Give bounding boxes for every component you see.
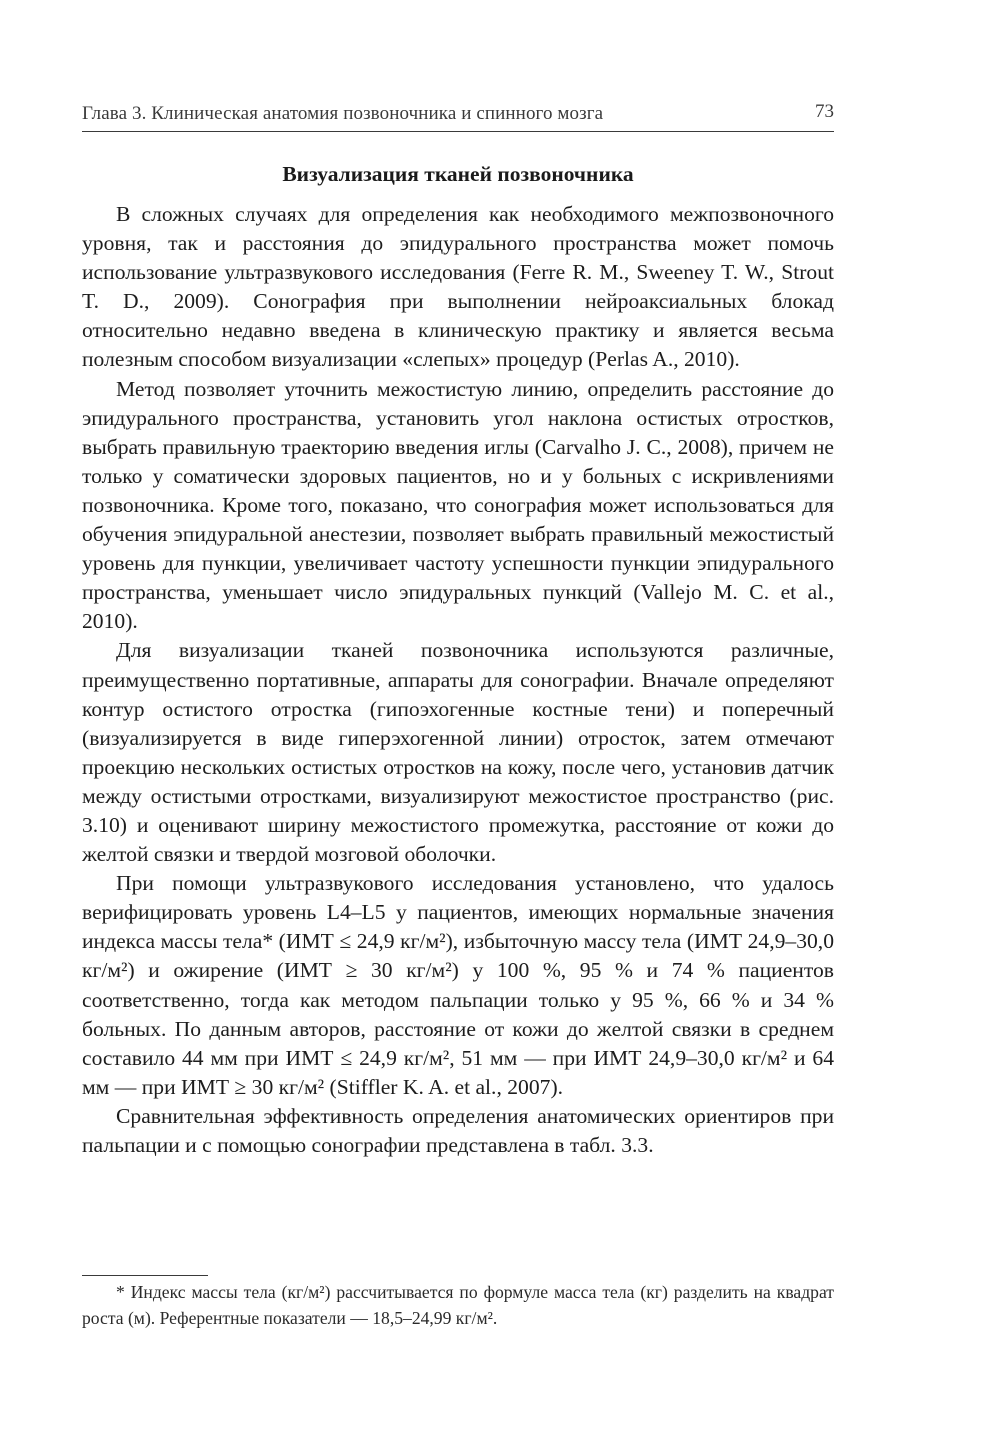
footnote: * Индекс массы тела (кг/м²) рассчитывается по формуле масса тела (кг) разделить на квадрат роста (м). Референтные показатели — 18,5–24,99 кг/м². (82, 1282, 834, 1328)
paragraph-1: В сложных случаях для определения как необходимого межпозвоночного уровня, так и расстояния до эпидурального пространства может помочь использование ультразвукового исследования (Ferre R. M., Sweeney T. W., Strout T. D., 2009). Сонография при выполнении нейроаксиальных блокад относительно недавно введена в клиническую практику и является весьма полезным способом визуализации «слепых» процедур (Perlas A., 2010). (82, 202, 834, 372)
section-title: Визуализация тканей позвоночника (282, 162, 634, 186)
paragraph-2: Метод позволяет уточнить межостистую линию, определить расстояние до эпидурального пространства, установить угол наклона остистых отростков, выбрать правильную траекторию введения иглы (Carvalho J. C., 2008), причем не только у соматически здоровых пациентов, но и у больных с искривлениями позвоночника. Кроме того, показано, что сонография может использоваться для обучения эпидуральной анестезии, позволяет выбрать правильный межостистый уровень для пункции, увеличивает частоту успешности пункции эпидурального пространства, уменьшает число эпидуральных пункций (Vallejo M. C. et al., 2010). (82, 376, 834, 634)
page-number: 73 (815, 101, 834, 122)
footnote-divider (82, 1275, 208, 1276)
paragraph-4: При помощи ультразвукового исследования установлено, что удалось верифицировать уровень L4–L5 у пациентов, имеющих нормальные значения индекса массы тела* (ИМТ ≤ 24,9 кг/м²), избыточную массу тела (ИМТ 24,9–30,0 кг/м²) и ожирение (ИМТ ≥ 30 кг/м²) у 100 %, 95 % и 74 % пациентов соответственно, тогда как методом пальпации только у 95 %, 66 % и 34 % больных. По данным авторов, расстояние от кожи до желтой связки в среднем составило 44 мм при ИМТ ≤ 24,9 кг/м², 51 мм — при ИМТ 24,9–30,0 кг/м² и 64 мм — при ИМТ ≥ 30 кг/м² (Stiffler K. A. et al., 2007). (82, 871, 834, 1099)
paragraph-5: Сравнительная эффективность определения анатомических ориентиров при пальпации и с помощью сонографии представлена в табл. 3.3. (82, 1103, 834, 1157)
paragraph-3: Для визуализации тканей позвоночника используются различные, преимущественно портативные, аппараты для сонографии. Вначале определяют контур остистого отростка (гипоэхогенные костные тени) и поперечный (визуализируется в виде гиперэхогенной линии) отросток, затем отмечают проекцию нескольких остистых отростков на кожу, после чего, установив датчик между остистыми отростками, визуализируют межостистое пространство (рис. 3.10) и оценивают ширину межостистого промежутка, расстояние от кожи до желтой связки и твердой мозговой оболочки. (82, 638, 834, 867)
running-head (82, 101, 834, 132)
running-title: Глава 3. Клиническая анатомия позвоночника и спинного мозга (82, 103, 604, 124)
body-text (82, 200, 834, 1160)
